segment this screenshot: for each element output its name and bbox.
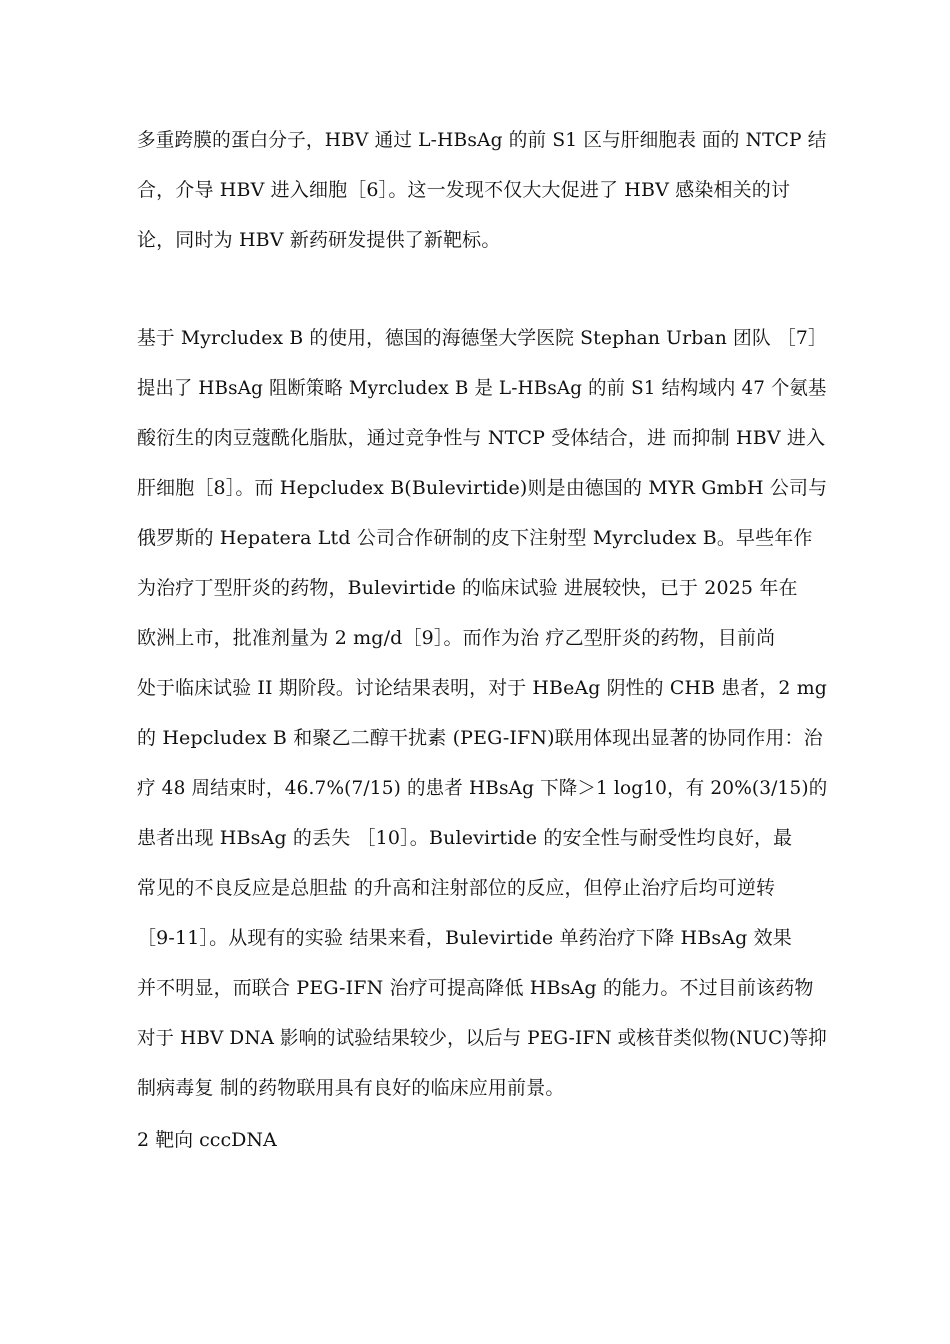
paragraph-2-line-14: 并不明显，而联合 PEG-IFN 治疗可提高降低 HBsAg 的能力。不过目前该药物 xyxy=(137,977,814,999)
paragraph-2-line-9: 的 Hepcludex B 和聚乙二醇干扰素 (PEG-IFN)联用体现出显著的协同作用：治 xyxy=(137,727,823,749)
paragraph-2-line-11: 患者出现 HBsAg 的丢失 ［10］。Bulevirtide 的安全性与耐受性均良好，最 xyxy=(137,827,793,849)
section-heading: 2 靶向 cccDNA xyxy=(137,1129,277,1151)
paragraph-2-line-1: 基于 Myrcludex B 的使用，德国的海德堡大学医院 Stephan Urban 团队 ［7］ xyxy=(137,327,827,349)
paragraph-2-line-16: 制病毒复 制的药物联用具有良好的临床应用前景。 xyxy=(137,1077,565,1099)
paragraph-2-line-2: 提出了 HBsAg 阻断策略 Myrcludex B 是 L-HBsAg 的前 S1 结构域内 47 个氨基 xyxy=(137,377,827,399)
paragraph-1-line-3: 论，同时为 HBV 新药研发提供了新靶标。 xyxy=(137,229,501,251)
paragraph-2-line-12: 常见的不良反应是总胆盐 的升高和注射部位的反应，但停止治疗后均可逆转 xyxy=(137,877,776,899)
paragraph-1-line-1: 多重跨膜的蛋白分子，HBV 通过 L-HBsAg 的前 S1 区与肝细胞表 面的 NTCP 结 xyxy=(137,129,827,151)
paragraph-2-line-6: 为治疗丁型肝炎的药物，Bulevirtide 的临床试验 进展较快，已于 2025 年在 xyxy=(137,577,798,599)
paragraph-2-line-4: 肝细胞［8］。而 Hepcludex B(Bulevirtide)则是由德国的 MYR GmbH 公司与 xyxy=(137,477,828,499)
paragraph-2-line-15: 对于 HBV DNA 影响的试验结果较少，以后与 PEG-IFN 或核苷类似物(NUC)等抑 xyxy=(137,1027,827,1049)
paragraph-2-line-7: 欧洲上市，批准剂量为 2 mg/d［9］。而作为治 疗乙型肝炎的药物，目前尚 xyxy=(137,627,776,649)
paragraph-2-line-13: ［9-11］。从现有的实验 结果来看，Bulevirtide 单药治疗下降 HBsAg 效果 xyxy=(137,927,792,949)
paragraph-2-line-10: 疗 48 周结束时，46.7%(7/15) 的患者 HBsAg 下降＞1 log10，有 20%(3/15)的 xyxy=(137,777,828,799)
paragraph-2-line-5: 俄罗斯的 Hepatera Ltd 公司合作研制的皮下注射型 Myrcludex B。早些年作 xyxy=(137,527,813,549)
paragraph-2-line-3: 酸衍生的肉豆蔻酰化脂肽，通过竞争性与 NTCP 受体结合，进 而抑制 HBV 进入 xyxy=(137,427,826,449)
paragraph-1-line-2: 合，介导 HBV 进入细胞［6］。这一发现不仅大大促进了 HBV 感染相关的讨 xyxy=(137,179,791,201)
paragraph-2-line-8: 处于临床试验 II 期阶段。讨论结果表明，对于 HBeAg 阴性的 CHB 患者，2 mg xyxy=(137,677,828,699)
